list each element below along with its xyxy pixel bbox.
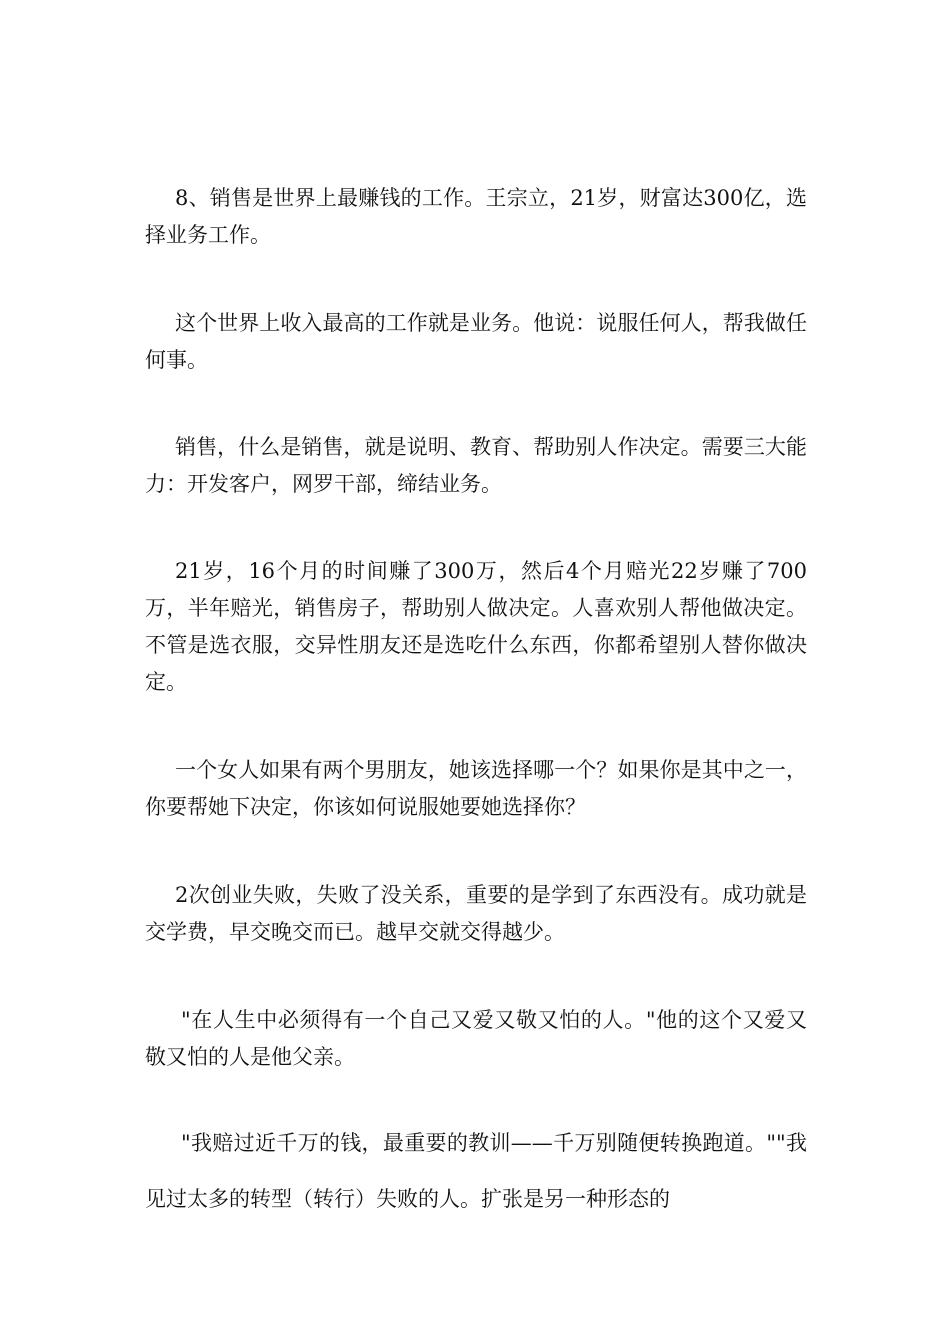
paragraph-3: 销售，什么是销售，就是说明、教育、帮助别人作决定。需要三大能力：开发客户，网罗干部，缔结业务。 <box>145 435 807 496</box>
paragraph-4: 21岁，16个月的时间赚了300万，然后4个月赔光22岁赚了700万，半年赔光，销售房子，帮助别人做决定。人喜欢别人帮他做决定。不管是选衣服，交异性朋友还是选吃什么东西，你都希望别人替你做决定。 <box>145 559 807 694</box>
paragraph-7: "在人生中必须得有一个自己又爱又敬又怕的人。"他的这个又爱又敬又怕的人是他父亲。 <box>145 1008 807 1069</box>
paragraph-2: 这个世界上收入最高的工作就是业务。他说：说服任何人，帮我做任何事。 <box>145 311 807 372</box>
paragraph-6: 2次创业失败，失败了没关系，重要的是学到了东西没有。成功就是交学费，早交晚交而已。越早交就交得越少。 <box>145 883 807 944</box>
paragraph-5: 一个女人如果有两个男朋友，她该选择哪一个？如果你是其中之一，你要帮她下决定，你该如何说服她要她选择你？ <box>145 758 807 819</box>
paragraph-1: 8、销售是世界上最赚钱的工作。王宗立，21岁，财富达300亿，选择业务工作。 <box>145 186 807 247</box>
paragraph-8: "我赔过近千万的钱，最重要的教训——千万别随便转换跑道。""我见过太多的转型（转行）失败的人。扩张是另一种形态的 <box>145 1131 807 1211</box>
